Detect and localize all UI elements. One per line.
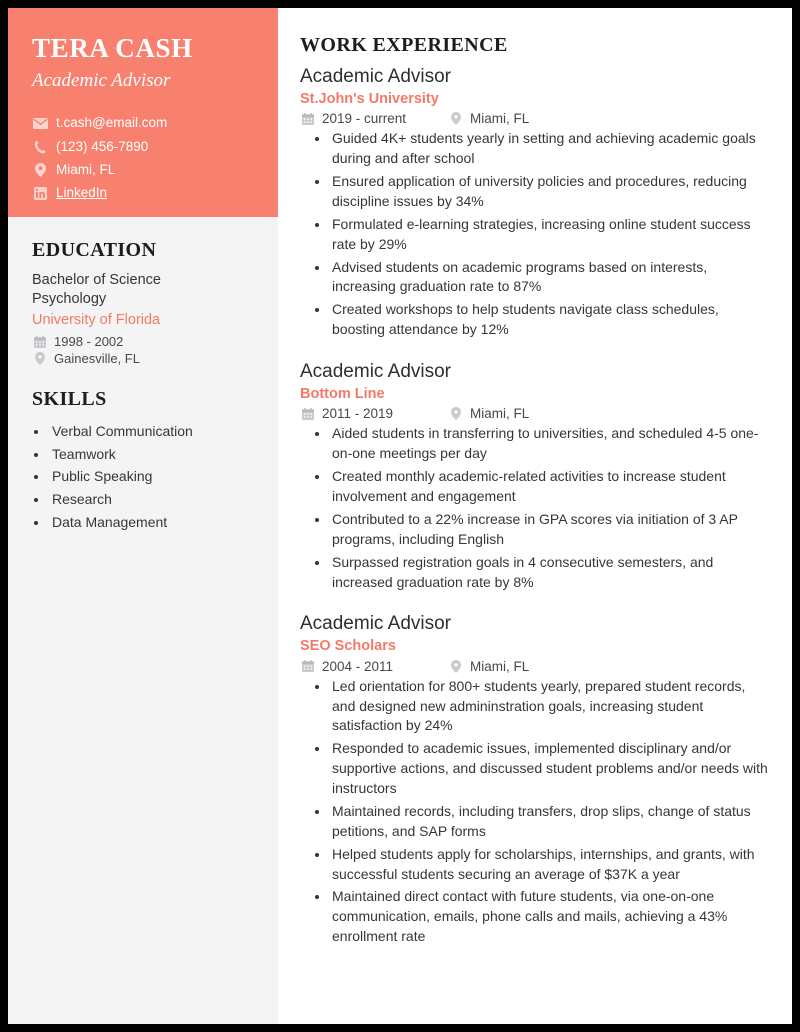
list-item: • Ensured application of university policies and procedures, reducing discipline issues by 34% — [330, 172, 770, 212]
sidebar — [8, 8, 278, 1024]
education-heading: EDUCATION — [32, 239, 157, 261]
job-meta — [300, 406, 770, 421]
list-item: • Helped students apply for scholarships, internships, and grants, with successful students securing an average of $37K a year — [330, 845, 770, 885]
list-item: • Maintained direct contact with future students, via one-on-one communication, emails, phone calls and mails, achieving a 43% enrollment rate — [330, 887, 770, 947]
list-item: • Verbal Communication — [49, 420, 254, 443]
job-meta — [300, 659, 770, 674]
location-pin-icon — [32, 352, 48, 365]
job-dates-text: 2019 - current — [322, 111, 407, 127]
job-bullets — [300, 677, 770, 947]
list-item: • Created monthly academic-related activities to increase student involvement and engagement — [330, 467, 770, 507]
work-experience-heading: WORK EXPERIENCE — [300, 34, 508, 56]
calendar-icon — [300, 660, 316, 672]
job-entry — [300, 65, 770, 340]
job-role: Academic Advisor — [300, 613, 452, 635]
calendar-icon — [300, 408, 316, 420]
contact-list — [32, 114, 254, 202]
job-dates — [300, 659, 448, 674]
contact-email — [32, 114, 254, 132]
job-dates-text: 2011 - 2019 — [322, 406, 394, 422]
education-dates — [32, 334, 254, 349]
location-pin-icon — [32, 163, 49, 177]
contact-phone-text: (123) 456-7890 — [56, 138, 149, 154]
job-location-text: Miami, FL — [470, 658, 530, 674]
list-item: • Public Speaking — [49, 465, 254, 488]
location-pin-icon — [448, 112, 464, 125]
list-item: • Guided 4K+ students yearly in setting and achieving academic goals during and after school — [330, 129, 770, 169]
job-location — [448, 659, 529, 674]
contact-location — [32, 161, 254, 179]
envelope-icon — [32, 118, 49, 129]
job-entry — [300, 612, 770, 947]
list-item: • Led orientation for 800+ students yearly, prepared student records, and designed new admininstration goals, increasing student satisfaction by 24% — [330, 677, 770, 737]
list-item: • Data Management — [49, 511, 254, 534]
job-role: Academic Advisor — [300, 66, 452, 87]
job-company: Bottom Line — [300, 385, 385, 402]
job-meta — [300, 111, 770, 126]
list-item: • Surpassed registration goals in 4 consecutive semesters, and increased graduation rate by 8% — [330, 553, 770, 593]
list-item: • Advised students on academic programs based on interests, increasing graduation rate to 87% — [330, 258, 770, 298]
job-bullets — [300, 424, 770, 592]
phone-icon — [32, 140, 49, 154]
calendar-icon — [300, 113, 316, 125]
skills-heading: SKILLS — [32, 388, 107, 410]
education-field: Psychology — [32, 291, 107, 308]
work-experience-section — [278, 8, 792, 1024]
list-item: • Teamwork — [49, 443, 254, 466]
education-degree: Bachelor of Science — [32, 272, 161, 288]
list-item: • Maintained records, including transfers, drop slips, change of status petitions, and SAP forms — [330, 802, 770, 842]
job-location-text: Miami, FL — [470, 111, 530, 127]
list-item: • Formulated e-learning strategies, increasing online student success rate by 29% — [330, 215, 770, 255]
contact-linkedin[interactable] — [32, 184, 254, 202]
job-bullets — [300, 129, 770, 340]
contact-location-text: Miami, FL — [56, 161, 116, 177]
calendar-icon — [32, 336, 48, 348]
location-pin-icon — [448, 660, 464, 673]
job-location — [448, 111, 529, 126]
candidate-job-title: Academic Advisor — [32, 69, 171, 91]
job-dates — [300, 406, 448, 421]
list-item: • Aided students in transferring to universities, and scheduled 4-5 one-on-one meetings per day — [330, 424, 770, 464]
skills-list — [32, 420, 254, 533]
list-item: • Contributed to a 22% increase in GPA scores via initiation of 3 AP programs, including English — [330, 510, 770, 550]
list-item: • Research — [49, 488, 254, 511]
contact-linkedin-text[interactable]: LinkedIn — [56, 185, 108, 201]
job-entry — [300, 360, 770, 592]
education-section — [8, 239, 278, 366]
job-location-text: Miami, FL — [470, 406, 530, 422]
sidebar-header — [8, 8, 278, 217]
candidate-name: TERA CASH — [32, 33, 193, 63]
contact-phone — [32, 138, 254, 156]
education-location-text: Gainesville, FL — [54, 351, 140, 366]
list-item: • Responded to academic issues, implemented disciplinary and/or supportive actions, and discussed student problems and/or needs with instructors — [330, 739, 770, 799]
contact-email-text: t.cash@email.com — [56, 115, 168, 131]
resume-page — [8, 8, 792, 1024]
education-location — [32, 351, 254, 366]
job-company: SEO Scholars — [300, 638, 396, 655]
education-dates-text: 1998 - 2002 — [54, 334, 124, 349]
job-location — [448, 406, 529, 421]
job-role: Academic Advisor — [300, 361, 452, 383]
job-company: St.John's University — [300, 90, 439, 107]
job-dates — [300, 111, 448, 126]
linkedin-icon — [32, 187, 49, 200]
education-school: University of Florida — [32, 312, 161, 329]
job-dates-text: 2004 - 2011 — [322, 658, 394, 674]
list-item: • Created workshops to help students navigate class schedules, boosting attendance by 12% — [330, 300, 770, 340]
skills-section — [8, 388, 278, 533]
location-pin-icon — [448, 407, 464, 420]
